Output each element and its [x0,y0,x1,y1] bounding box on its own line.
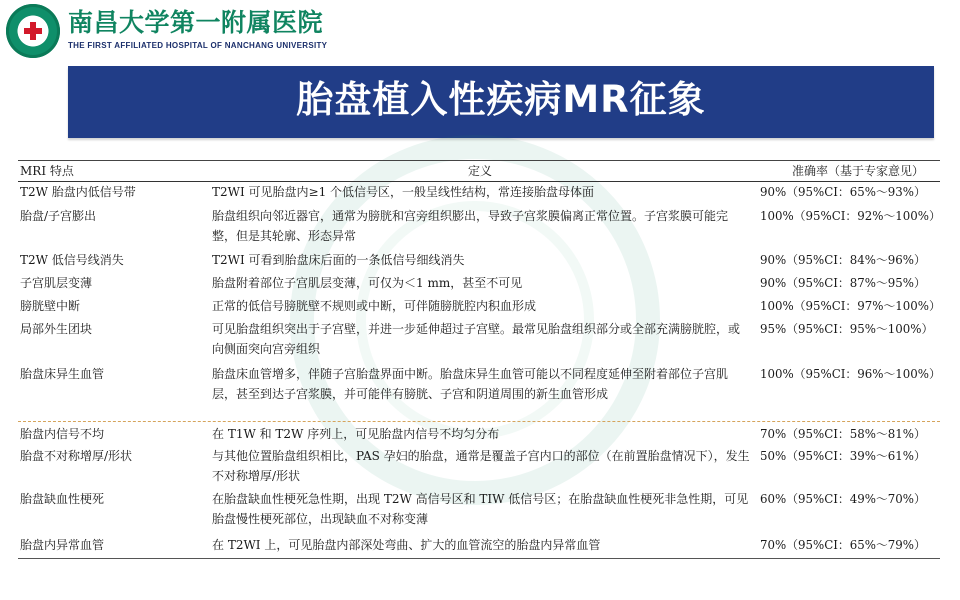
table-row [18,424,940,448]
feature-definition: 在胎盘缺血性梗死急性期，出现 T2W 高信号区和 TIW 低信号区；在胎盘缺血性梗死非急性期，可见胎盘慢性梗死部位，出现缺血不对称变薄 [212,492,749,526]
feature-definition: T2WI 可见胎盘内≥1 个低信号区，一般呈线性结构，常连接胎盘母体面 [212,185,595,199]
mri-features-table [18,160,941,552]
feature-definition: 在 T1W 和 T2W 序列上，可见胎盘内信号不均匀分布 [212,427,500,441]
table-row [18,296,940,320]
feature-accuracy: 70%（95%CI：65%～79%） [760,538,926,552]
feature-name: 膀胱壁中断 [20,299,81,313]
feature-definition: T2WI 可看到胎盘床后面的一条低信号细线消失 [212,253,465,267]
hospital-logo-icon [6,4,60,58]
feature-accuracy: 90%（95%CI：65%～93%） [760,185,926,199]
hospital-name-en: THE FIRST AFFILIATED HOSPITAL OF NANCHANG UNIVERSITY [68,41,328,50]
feature-name: 胎盘缺血性梗死 [20,492,105,506]
feature-accuracy: 100%（95%CI：97%～100%） [760,299,941,313]
table-row [18,446,940,492]
medical-cross-icon [24,22,42,40]
feature-accuracy: 70%（95%CI：58%～81%） [760,427,926,441]
feature-accuracy: 90%（95%CI：84%～96%） [760,253,926,267]
feature-accuracy: 95%（95%CI：95%～100%） [760,322,934,336]
slide-title-bar [68,66,934,138]
feature-name: 胎盘不对称增厚/形状 [20,449,133,463]
table-group-separator [18,421,940,422]
feature-name: T2W 胎盘内低信号带 [20,185,136,199]
feature-accuracy: 60%（95%CI：49%～70%） [760,492,926,506]
table-row [18,535,940,559]
feature-accuracy: 100%（95%CI：96%～100%） [760,367,941,381]
feature-accuracy: 100%（95%CI：92%～100%） [760,209,941,223]
table-bottom-rule [18,558,940,559]
table-row [18,182,940,206]
feature-definition: 可见胎盘组织突出于子宫壁，并进一步延伸超过子宫壁。最常见胎盘组织部分或全部充满膀胱腔，或向侧面突向宫旁组织 [212,322,741,356]
hospital-name-cn: 南昌大学第一附属医院 [68,8,324,37]
header-mri-feature: MRI 特点 [20,164,74,178]
table-header-row [18,160,940,182]
table-row [18,319,940,365]
feature-definition: 胎盘组织向邻近器官，通常为膀胱和宫旁组织膨出，导致子宫浆膜偏离正常位置。子宫浆膜可能完整，但是其轮廓、形态异常 [212,209,729,243]
feature-accuracy: 50%（95%CI：39%～61%） [760,449,926,463]
slide-title: 胎盘植入性疾病MR征象 [296,78,706,121]
header-definition: 定义 [467,164,492,178]
feature-name: 胎盘床异生血管 [20,367,105,381]
feature-name: 胎盘内异常血管 [20,538,105,552]
table-row [18,206,940,252]
feature-accuracy: 90%（95%CI：87%～95%） [760,276,926,290]
feature-name: T2W 低信号线消失 [20,253,124,267]
feature-definition: 胎盘床血管增多，伴随子宫胎盘界面中断。胎盘床异生血管可能以不同程度延伸至附着部位子宫肌层，甚至到达子宫浆膜，并可能伴有膀胱、子宫和阴道周围的新生血管形成 [212,367,729,401]
feature-definition: 在 T2WI 上，可见胎盘内部深处弯曲、扩大的血管流空的胎盘内异常血管 [212,538,601,552]
header-accuracy: 准确率（基于专家意见） [791,164,924,178]
feature-name: 胎盘内信号不均 [20,427,105,441]
table-row [18,250,940,274]
feature-name: 胎盘/子宫膨出 [20,209,97,223]
feature-definition: 胎盘附着部位子宫肌层变薄，可仅为＜1 mm，甚至不可见 [212,276,523,290]
hospital-header [0,0,960,64]
table-row [18,273,940,297]
feature-name: 子宫肌层变薄 [20,276,93,290]
table-row [18,489,940,535]
feature-definition: 正常的低信号膀胱壁不规则或中断，可伴随膀胱腔内积血形成 [212,299,537,313]
feature-definition: 与其他位置胎盘组织相比，PAS 孕妇的胎盘，通常是覆盖子宫内口的部位（在前置胎盘情况下），发生不对称增厚/形状 [212,449,750,483]
feature-name: 局部外生团块 [20,322,93,336]
